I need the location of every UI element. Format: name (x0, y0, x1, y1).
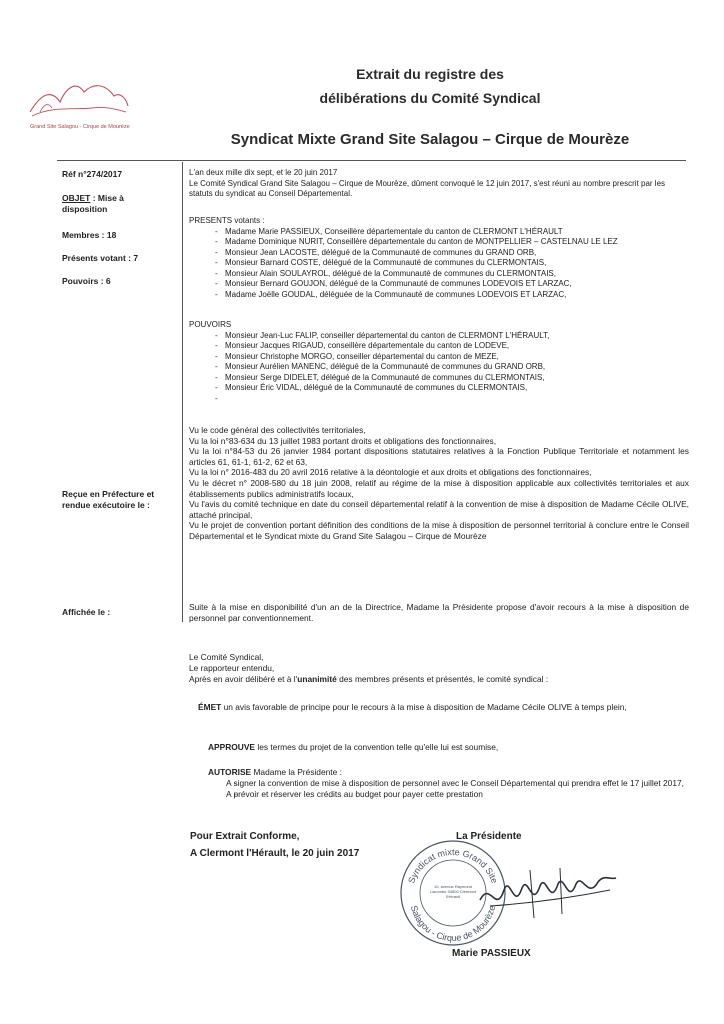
document-subtitle: Syndicat Mixte Grand Site Salagou – Cirque de Mourèze (230, 131, 630, 148)
pouvoirs-count: Pouvoirs : 6 (62, 276, 111, 286)
autorise-paragraph: AUTORISE Madame la Présidente : - A signer la convention de mise à disposition de personnel avec le Conseil Départemental qui prendra effet le 17 juillet 2017, - A prévoir et réserver les crédits au budget pour payer cette prestation (208, 767, 690, 800)
intro (189, 168, 689, 200)
objet-value: : Mise à disposition (62, 193, 124, 214)
list-item: - Monsieur Barnard COSTE, délégué de la Communauté de communes du CLERMONTAIS, (189, 258, 689, 269)
prefecture-label: Reçue en Préfecture et rendue exécutoire le : (62, 489, 155, 510)
visa-item: Vu le décret n° 2008-580 du 18 juin 2008, relatif au régime de la mise à disposition applicable aux collectivités territoriales et aux établissements publics administratifs locaux, (189, 477, 689, 499)
list-item: - Madame Marie PASSIEUX, Conseillère départementale du canton de CLERMONT L'HÉRAULT (189, 227, 689, 238)
pouvoirs-section (189, 320, 689, 404)
list-item: - Madame Dominique NURIT, Conseillère départementale du canton de MONTPELLIER – CASTELNAU LE LEZ (189, 237, 689, 248)
stamp-address: 10, avenue Raymond Lacombe 34800 Clermont l'Hérault (429, 884, 477, 899)
intro-convocation: Le Comité Syndical Grand Site Salagou – Cirque de Mourèze, dûment convoqué le 12 juin 2017, s'est réuni au nombre prescrit par les statuts du syndicat au Conseil Départemental. (189, 178, 666, 198)
president-name: Marie PASSIEUX (452, 948, 531, 959)
list-item: - A signer la convention de mise à disposition de personnel avec le Conseil Départemental qui prendra effet le 17 juillet 2017, (208, 778, 690, 789)
pouvoirs-heading: POUVOIRS (189, 320, 232, 329)
decision-deliberation: Après en avoir délibéré et à l'unanimité des membres présents et présentés, le comité syndical : (189, 674, 549, 684)
list-item: - Monsieur Aurélien MANENC, délégué de la Communauté de communes du GRAND ORB, (189, 362, 689, 373)
document-title: Extrait du registre des (356, 66, 504, 82)
visa-item: Vu la loi n° 2016-483 du 20 avril 2016 relative à la déontologie et aux droits et obligations des fonctionnaires, (189, 467, 592, 478)
stamp-top-text: Syndicat mixte Grand Site (406, 846, 500, 885)
approuve-keyword: APPROUVE (208, 742, 256, 752)
emet-paragraph: ÉMET un avis favorable de principe pour le recours à la mise à disposition de Madame Cécile OLIVE à temps plein, (198, 702, 627, 712)
visa-item: Vu la loi n°83-634 du 13 juillet 1983 portant droits et obligations des fonctionnaires, (189, 435, 497, 446)
list-item: - Monsieur Alain SOULAYROL, délégué de la Communauté de communes du CLERMONTAIS, (189, 269, 689, 280)
objet-label: OBJET (62, 193, 91, 203)
decision-rapporteur: Le rapporteur entendu, (189, 663, 275, 673)
visa-item: Vu la loi n°84-53 du 26 janvier 1984 portant dispositions statutaires relatives à la Fonction Publique Territoriale et notamment les articles 61, 61-1, 61-2, 62 et 63, (189, 446, 689, 467)
decision-comite: Le Comité Syndical, (189, 652, 264, 662)
document-title-2: délibérations du Comité Syndical (319, 90, 541, 106)
extrait-conforme: Pour Extrait Conforme, (190, 831, 300, 842)
stamp-bottom-text: Salagou - Cirque de Mourèze (408, 904, 498, 944)
list-item: - Madame Joëlle GOUDAL, déléguée de la Communauté de communes LODEVOIS ET LARZAC, (189, 290, 689, 301)
handwritten-signature-icon (470, 860, 620, 930)
header-divider (57, 160, 686, 161)
column-divider (182, 162, 183, 622)
decision-section (189, 652, 689, 685)
ref-number: Réf n°274/2017 (62, 169, 123, 179)
visa-item: Vu l'avis du comité technique en date du conseil départemental relatif à la convention de mise à disposition de Madame Cécile OLIVE, attaché principal, (189, 499, 689, 520)
list-item: - Monsieur Éric VIDAL, délégué de la Communauté de communes du CLERMONTAIS, (189, 383, 689, 394)
logo-mountains-icon (22, 62, 132, 126)
president-title: La Présidente (456, 831, 522, 842)
logo-caption: Grand Site Salagou - Cirque de Mourèze (30, 124, 130, 130)
membres-count: Membres : 18 (62, 230, 117, 240)
intro-date: L'an deux mille dix sept, et le 20 juin 2017 (189, 168, 338, 177)
approuve-paragraph: APPROUVE les termes du projet de la convention telle qu'elle lui est soumise, (208, 742, 499, 752)
list-item: - Monsieur Christophe MORGO, conseiller départemental du canton de MEZE, (189, 352, 689, 363)
emet-keyword: ÉMET (198, 702, 222, 712)
list-item: - Monsieur Bernard GOUJON, délégué de la Communauté de communes LODEVOIS ET LARZAC, (189, 279, 689, 290)
visa-item: Vu le code général des collectivités territoriales, (189, 425, 366, 435)
visa-item: Vu le projet de convention portant définition des conditions de la mise à disposition de personnel territorial à conclure entre le Conseil Départemental et le Syndicat mixte du Grand Site Salagou – Cirque de Mourèze (189, 520, 689, 541)
list-item (189, 394, 689, 404)
presents-section (189, 216, 689, 300)
expose-paragraph: Suite à la mise en disponibilité d'un an de la Directrice, Madame la Présidente propose d'avoir recours à la mise à disposition de personnel par conventionnement. (189, 602, 689, 623)
signature-place-date: A Clermont l'Hérault, le 20 juin 2017 (190, 848, 360, 859)
list-item: - Monsieur Jean LACOSTE, délégué de la Communauté de communes du GRAND ORB, (189, 248, 689, 259)
list-item: - A prévoir et réserver les crédits au budget pour payer cette prestation (208, 789, 690, 800)
affichee-label: Affichée le : (62, 607, 111, 617)
autorise-keyword: AUTORISE (208, 767, 252, 777)
presents-heading: PRESENTS votants : (189, 216, 265, 225)
list-item: - Monsieur Jean-Luc FALIP, conseiller départemental du canton de CLERMONT L'HÉRAULT, (189, 331, 689, 342)
list-item: - Monsieur Jacques RIGAUD, conseillère départementale du canton de LODEVE, (189, 341, 689, 352)
list-item: - Monsieur Serge DIDELET, délégué de la Communauté de communes du CLERMONTAIS, (189, 373, 689, 384)
objet (62, 193, 162, 215)
presents-count: Présents votant : 7 (62, 253, 139, 263)
visas-section (189, 425, 689, 542)
